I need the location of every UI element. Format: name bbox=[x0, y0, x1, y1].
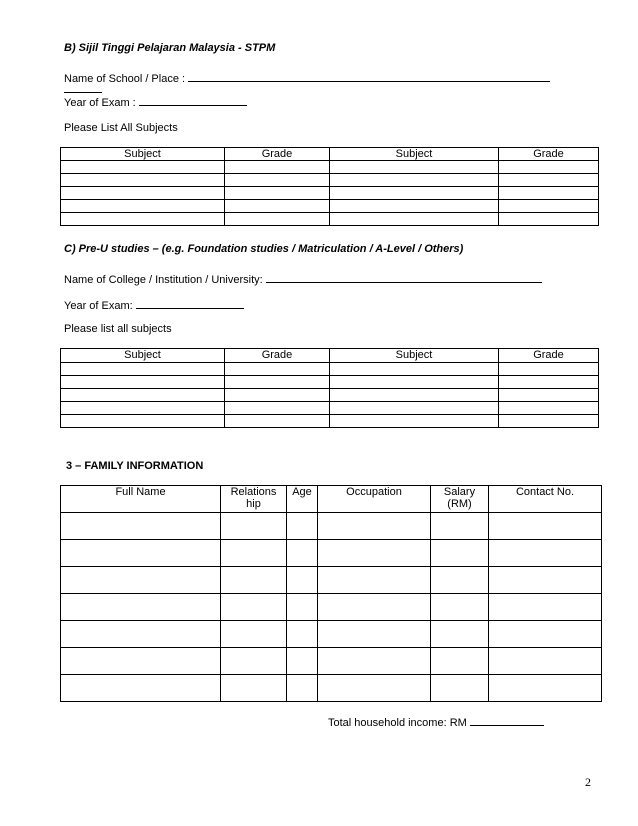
table-row bbox=[61, 402, 599, 415]
table-cell[interactable] bbox=[61, 363, 225, 376]
table-cell[interactable] bbox=[499, 187, 599, 200]
stpm-subjects-table bbox=[60, 147, 599, 226]
family-table bbox=[60, 485, 602, 702]
household-income-label: Total household income: RM bbox=[328, 717, 467, 729]
full-name-header: Full Name bbox=[61, 486, 221, 513]
table-cell[interactable] bbox=[330, 200, 499, 213]
table-cell[interactable] bbox=[61, 567, 221, 594]
table-cell[interactable] bbox=[225, 389, 330, 402]
relationship-header: Relations hip bbox=[221, 486, 287, 513]
table-row bbox=[61, 187, 599, 200]
table-cell[interactable] bbox=[330, 174, 499, 187]
table-cell[interactable] bbox=[61, 200, 225, 213]
occupation-header: Occupation bbox=[318, 486, 431, 513]
salary-header: Salary (RM) bbox=[431, 486, 489, 513]
table-cell[interactable] bbox=[499, 389, 599, 402]
table-cell[interactable] bbox=[489, 621, 602, 648]
table-row bbox=[61, 415, 599, 428]
college-name-label: Name of College / Institution / University: bbox=[64, 274, 263, 286]
table-cell[interactable] bbox=[61, 174, 225, 187]
table-cell[interactable] bbox=[221, 594, 287, 621]
table-cell[interactable] bbox=[61, 389, 225, 402]
table-row bbox=[61, 675, 602, 702]
table-cell[interactable] bbox=[61, 621, 221, 648]
table-cell[interactable] bbox=[61, 415, 225, 428]
table-row bbox=[61, 174, 599, 187]
table-row bbox=[61, 648, 602, 675]
table-cell[interactable] bbox=[330, 187, 499, 200]
table-row bbox=[61, 376, 599, 389]
table-cell[interactable] bbox=[61, 594, 221, 621]
table-cell[interactable] bbox=[287, 567, 318, 594]
table-cell[interactable] bbox=[225, 161, 330, 174]
table-row bbox=[61, 161, 599, 174]
table-row bbox=[61, 540, 602, 567]
table-cell[interactable] bbox=[489, 594, 602, 621]
college-name-line bbox=[64, 271, 542, 286]
preu-heading: C) Pre-U studies – (e.g. Foundation studies / Matriculation / A-Level / Others) bbox=[64, 243, 464, 255]
table-cell[interactable] bbox=[221, 513, 287, 540]
table-cell[interactable] bbox=[318, 648, 431, 675]
preu-year-field[interactable] bbox=[136, 297, 244, 309]
grade-header: Grade bbox=[225, 148, 330, 161]
table-cell[interactable] bbox=[330, 213, 499, 226]
table-row bbox=[61, 389, 599, 402]
table-cell[interactable] bbox=[431, 648, 489, 675]
table-row bbox=[61, 513, 602, 540]
grade-header: Grade bbox=[225, 349, 330, 363]
preu-year-line bbox=[64, 297, 244, 312]
table-row bbox=[61, 200, 599, 213]
table-cell[interactable] bbox=[61, 675, 221, 702]
subject-header: Subject bbox=[61, 148, 225, 161]
table-cell[interactable] bbox=[287, 540, 318, 567]
table-row bbox=[61, 363, 599, 376]
table-cell[interactable] bbox=[287, 675, 318, 702]
table-cell[interactable] bbox=[489, 567, 602, 594]
table-cell[interactable] bbox=[318, 594, 431, 621]
table-header-row bbox=[61, 148, 599, 161]
table-cell[interactable] bbox=[499, 200, 599, 213]
table-cell[interactable] bbox=[225, 363, 330, 376]
table-cell[interactable] bbox=[499, 376, 599, 389]
family-heading: 3 – FAMILY INFORMATION bbox=[66, 460, 204, 472]
table-header-row bbox=[61, 349, 599, 363]
table-cell[interactable] bbox=[499, 161, 599, 174]
stpm-list-label: Please List All Subjects bbox=[64, 122, 178, 134]
table-cell[interactable] bbox=[330, 415, 499, 428]
table-cell[interactable] bbox=[431, 594, 489, 621]
school-name-field[interactable] bbox=[188, 70, 550, 82]
table-cell[interactable] bbox=[431, 513, 489, 540]
page-number: 2 bbox=[585, 775, 591, 789]
table-cell[interactable] bbox=[225, 402, 330, 415]
table-cell[interactable] bbox=[61, 187, 225, 200]
table-row bbox=[61, 621, 602, 648]
school-name-line bbox=[64, 70, 550, 85]
table-cell[interactable] bbox=[489, 675, 602, 702]
table-cell[interactable] bbox=[287, 513, 318, 540]
table-cell[interactable] bbox=[318, 540, 431, 567]
table-cell[interactable] bbox=[489, 540, 602, 567]
table-row bbox=[61, 567, 602, 594]
household-income-line bbox=[328, 714, 544, 729]
grade-header: Grade bbox=[499, 349, 599, 363]
table-cell[interactable] bbox=[225, 376, 330, 389]
table-cell[interactable] bbox=[221, 540, 287, 567]
table-cell[interactable] bbox=[330, 161, 499, 174]
table-cell[interactable] bbox=[330, 389, 499, 402]
table-cell[interactable] bbox=[499, 174, 599, 187]
subject-header: Subject bbox=[330, 148, 499, 161]
table-cell[interactable] bbox=[225, 174, 330, 187]
table-cell[interactable] bbox=[61, 513, 221, 540]
table-header-row bbox=[61, 486, 602, 513]
table-cell[interactable] bbox=[61, 376, 225, 389]
table-cell[interactable] bbox=[318, 675, 431, 702]
table-cell[interactable] bbox=[318, 513, 431, 540]
table-cell[interactable] bbox=[61, 213, 225, 226]
household-income-field[interactable] bbox=[470, 714, 544, 726]
table-cell[interactable] bbox=[61, 648, 221, 675]
table-cell[interactable] bbox=[499, 363, 599, 376]
table-cell[interactable] bbox=[225, 187, 330, 200]
table-row bbox=[61, 594, 602, 621]
table-cell[interactable] bbox=[225, 200, 330, 213]
table-cell[interactable] bbox=[431, 540, 489, 567]
preu-year-label: Year of Exam: bbox=[64, 300, 133, 312]
grade-header: Grade bbox=[499, 148, 599, 161]
table-cell[interactable] bbox=[287, 621, 318, 648]
subject-header: Subject bbox=[330, 349, 499, 363]
table-row bbox=[61, 213, 599, 226]
table-cell[interactable] bbox=[499, 213, 599, 226]
stpm-year-field[interactable] bbox=[139, 94, 247, 106]
table-cell[interactable] bbox=[287, 648, 318, 675]
preu-subjects-table bbox=[60, 348, 599, 428]
table-cell[interactable] bbox=[489, 513, 602, 540]
table-cell[interactable] bbox=[431, 675, 489, 702]
table-cell[interactable] bbox=[225, 213, 330, 226]
table-cell[interactable] bbox=[221, 648, 287, 675]
table-cell[interactable] bbox=[330, 376, 499, 389]
stpm-year-line bbox=[64, 94, 247, 109]
school-name-label: Name of School / Place : bbox=[64, 73, 186, 85]
preu-list-label: Please list all subjects bbox=[64, 323, 172, 335]
table-cell[interactable] bbox=[431, 567, 489, 594]
table-cell[interactable] bbox=[431, 621, 489, 648]
table-cell[interactable] bbox=[61, 402, 225, 415]
table-cell[interactable] bbox=[61, 161, 225, 174]
stpm-heading: B) Sijil Tinggi Pelajaran Malaysia - STPM bbox=[64, 42, 276, 54]
school-name-field-continued[interactable] bbox=[64, 81, 102, 93]
table-cell[interactable] bbox=[318, 567, 431, 594]
table-cell[interactable] bbox=[61, 540, 221, 567]
table-cell[interactable] bbox=[499, 402, 599, 415]
table-cell[interactable] bbox=[287, 594, 318, 621]
table-cell[interactable] bbox=[499, 415, 599, 428]
table-cell[interactable] bbox=[330, 363, 499, 376]
table-cell[interactable] bbox=[489, 648, 602, 675]
table-cell[interactable] bbox=[221, 675, 287, 702]
table-cell[interactable] bbox=[318, 621, 431, 648]
contact-header: Contact No. bbox=[489, 486, 602, 513]
stpm-year-label: Year of Exam : bbox=[64, 97, 136, 109]
college-name-field[interactable] bbox=[266, 271, 542, 283]
subject-header: Subject bbox=[61, 349, 225, 363]
table-cell[interactable] bbox=[221, 621, 287, 648]
table-cell[interactable] bbox=[221, 567, 287, 594]
table-cell[interactable] bbox=[330, 402, 499, 415]
age-header: Age bbox=[287, 486, 318, 513]
table-cell[interactable] bbox=[225, 415, 330, 428]
